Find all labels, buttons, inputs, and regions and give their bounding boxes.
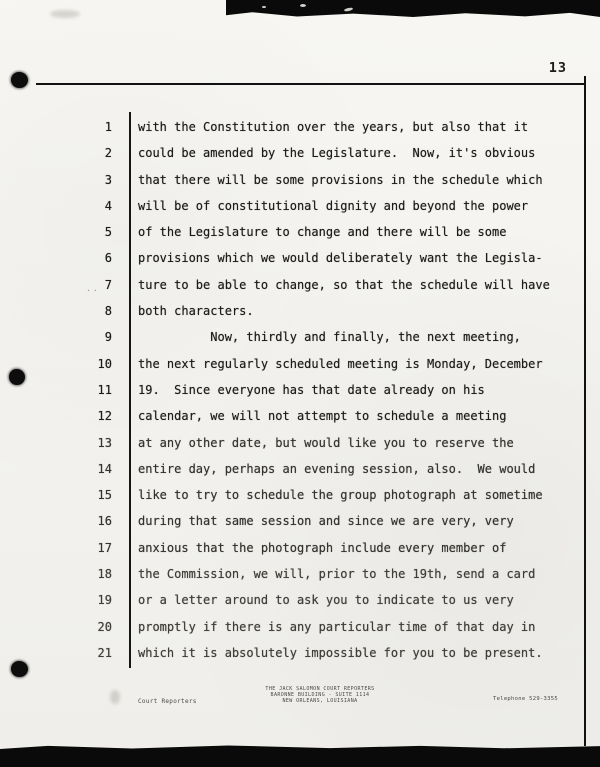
scan-edge-right: [584, 76, 586, 746]
line-number: 20: [97, 619, 112, 634]
transcript-line: [0, 298, 584, 324]
line-text: the Commission, we will, prior to the 19th, send a card: [138, 567, 536, 582]
page-number: 13: [548, 60, 567, 76]
header-rule: [36, 83, 585, 85]
transcript-line: [0, 587, 584, 613]
line-text: like to try to schedule the group photograph at sometime: [138, 488, 543, 503]
scan-artifact: ··: [86, 286, 100, 295]
stamp-right-text: Telephone 529-3355: [492, 696, 558, 702]
line-text: during that same session and since we are very, very: [138, 514, 514, 529]
line-number: 5: [104, 225, 112, 240]
line-text: or a letter around to ask you to indicate to us very: [138, 593, 514, 608]
line-number: 16: [97, 514, 112, 529]
transcript-line: [0, 324, 584, 350]
transcript-line: [0, 193, 584, 219]
transcript-line: [0, 272, 584, 298]
line-number: 10: [97, 356, 112, 371]
hole-punch-top: [11, 72, 28, 88]
transcript-line: [0, 403, 584, 429]
line-text: will be of constitutional dignity and beyond the power: [138, 198, 529, 213]
line-text: ture to be able to change, so that the schedule will have: [138, 277, 550, 292]
line-number: 3: [104, 172, 112, 187]
line-number: 4: [104, 198, 112, 213]
transcript-line: [0, 430, 584, 456]
line-number: 1: [104, 120, 112, 134]
line-number: 14: [97, 461, 112, 476]
line-text: calendar, we will not attempt to schedule a meeting: [138, 409, 507, 424]
transcript-line: [0, 351, 584, 377]
scan-artifact: [262, 6, 266, 8]
line-text: 19. Since everyone has that date already on his: [138, 382, 485, 397]
line-text: the next regularly scheduled meeting is Monday, December: [138, 356, 543, 371]
transcript-line: [0, 219, 584, 245]
line-text: provisions which we would deliberately want the Legisla-: [138, 251, 543, 266]
stamp-center-line: THE JACK SALOMON COURT REPORTERS: [265, 686, 375, 692]
transcript-line: [0, 114, 584, 140]
line-number: 21: [97, 645, 112, 660]
transcript-line: [0, 377, 584, 403]
transcript-line: [0, 614, 584, 640]
line-text: could be amended by the Legislature. Now, it's obvious: [138, 146, 536, 161]
transcript-body: [0, 114, 584, 666]
transcript-line: [0, 482, 584, 508]
line-number: 6: [104, 251, 112, 266]
stamp-center-line: BARONNE BUILDING - SUITE 1114: [270, 692, 370, 698]
line-text: anxious that the photograph include every member of: [138, 540, 507, 555]
transcript-line: [0, 508, 584, 534]
line-number: 13: [97, 435, 112, 450]
transcript-line: [0, 535, 584, 561]
line-number: 8: [104, 304, 112, 319]
line-text: with the Constitution over the years, but also that it: [138, 120, 529, 134]
line-number: 7: [104, 277, 112, 292]
line-number: 11: [97, 382, 112, 397]
transcript-line: [0, 245, 584, 271]
transcript-line: [0, 456, 584, 482]
transcript-line: [0, 561, 584, 587]
stamp-center-line: NEW ORLEANS, LOUISIANA: [282, 698, 358, 704]
line-number: 18: [97, 567, 112, 582]
line-number: 15: [97, 488, 112, 503]
line-text: promptly if there is any particular time of that day in: [138, 619, 536, 634]
reporter-stamp: [0, 684, 600, 718]
scan-artifact: [300, 4, 306, 7]
line-text: both characters.: [138, 304, 254, 319]
transcript-line: [0, 640, 584, 666]
transcript-line: [0, 140, 584, 166]
line-text: entire day, perhaps an evening session, also. We would: [138, 461, 536, 476]
line-number: 9: [104, 330, 112, 345]
transcript-line: [0, 167, 584, 193]
stamp-center-text: [220, 686, 420, 704]
line-text: Now, thirdly and finally, the next meeting,: [138, 330, 521, 345]
line-text: which it is absolutely impossible for you to be present.: [138, 645, 543, 660]
line-number: 12: [97, 409, 112, 424]
line-text: that there will be some provisions in the schedule which: [138, 172, 543, 187]
stamp-left-text: Court Reporters: [138, 698, 197, 705]
scan-artifact: [50, 10, 80, 18]
line-text: of the Legislature to change and there will be some: [138, 225, 507, 240]
line-number: 19: [97, 593, 112, 608]
scan-edge-bottom: [0, 745, 600, 767]
scan-edge-top: [226, 0, 600, 17]
line-number: 17: [97, 540, 112, 555]
line-text: at any other date, but would like you to reserve the: [138, 435, 514, 450]
line-number: 2: [104, 146, 112, 161]
